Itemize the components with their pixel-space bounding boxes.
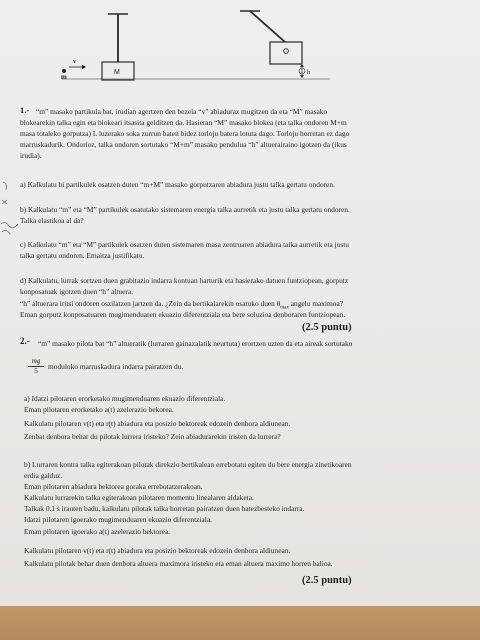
- problem2-b-line-8: Kalkulatu pilotaren v(t) eta r(t) abiadura eta posizio bektoreak edozein denbora aldiunean.: [24, 546, 291, 555]
- problem1-question-b-line-1: b) Kalkulatu “m” eta “M” partikulek osatutako sistemaren energia talka aurretik eta justu talka gertatu ondoren.: [20, 205, 350, 214]
- embedded-particle: [284, 49, 289, 54]
- problem1-intro-line-3: masa totaleko gorputza) L luzerako soka zurrun baten bidez torloju batera lotuta dago. Torloju horretan ez dago: [20, 129, 350, 138]
- fraction-denominator: 5: [34, 367, 38, 375]
- wooden-table: [0, 606, 480, 640]
- problem2-b-line-4: Kalkulatu lurrarekin talka egiterakoan pilotaren momentu linealaren aldaketa.: [24, 493, 254, 502]
- problem1-intro-line-4: marruskadurik. Ondorioz, talka ondoren sortutako “M+m” masako pendulua “h” altuerairaino igotzen da (ikus: [20, 140, 347, 149]
- problem2-b-line-3: Eman pilotaren abiadura bektorea goraka errebotatzerakoan.: [24, 482, 203, 491]
- problem2-a-line-2: Eman pilotaren erorketako a(t) azelerazio bekorea.: [24, 405, 174, 414]
- right-rope: [250, 11, 285, 42]
- problem1-intro-line-5: irudia).: [20, 151, 42, 160]
- problem2-a-line-3: Kalkulatu pilotaren v(t) eta r(t) abiadura eta posizio bektoreak edozein denbora aldiunean.: [24, 419, 291, 428]
- problem2-number: 2.-: [20, 336, 30, 346]
- height-arrow-down: [300, 75, 304, 78]
- label-v: v: [73, 58, 77, 65]
- problem2-b-line-9: Kalkulatu pilotak behar duen denbora altuera maximora iristeko eta eman altuera maximo horren balioa.: [24, 559, 333, 568]
- problem2-b-line-2: erdia galduz.: [24, 471, 63, 480]
- problem1-question-d-line-2: konposatuak igotzen duen “h” altuera.: [20, 287, 134, 296]
- problem2-b-line-1: b) Lurraren kontra talka egiterakoan pilotak direkzio bertikalean errebotatu egiten du bere energia zinetikoaren: [24, 460, 352, 469]
- problem1-number: 1.-: [20, 105, 30, 115]
- problem1-intro-line-1: “m” masako partikula bat, irudian agertzen den bezela “v” abiaduraz mugitzen da eta “M” masako: [36, 107, 328, 116]
- problem2-intro-line-2: moduloko marruskadura indarra pairatzen du.: [48, 362, 184, 371]
- problem1-points: (2.5 puntu): [302, 322, 352, 333]
- problem2-b-line-7: Eman pilotaren igoerako a(t) azelerazio bektorea.: [24, 527, 171, 536]
- problem1-question-d-line-1: d) Kalkulatu, lurrak sortzen duen grabitazio indarra kontuan harturik eta hasierako datuen funtziopean, gorputz: [20, 276, 349, 285]
- velocity-arrowhead: [82, 65, 86, 69]
- problem1-question-a: a) Kalkulatu bi partikulek osatzen duten “m+M” masako gorputzaren abiadura justu talka gertatu ondoren.: [20, 180, 335, 189]
- problem1-question-d-line-3: “h” altuerara iritsi ondoren oszilatzen jartzen da. ¿Zein da bertikalarekin osatuko duen $\theta_{max}$ angelu maximoa?: [20, 299, 344, 311]
- handwritten-margin-marks: [0, 180, 22, 240]
- problem1-intro-line-2: blokearekin talka egin eta blokeari itsasita gelditzen da. Hasieran “M” masako blokea (eta talka ondoren M+m: [20, 118, 347, 127]
- label-M: M: [114, 69, 120, 76]
- problem1-question-d-line-4: Eman gorputz konposatuaren mugimenduaren ekuazio diferentziala eta bere soluzioa denboraren funtziopean.: [20, 310, 346, 319]
- problem1-question-b-line-2: Talka elastikoa al da?: [20, 216, 84, 225]
- problem2-intro-line-1: “m” masako pilota bat “h” altueratik (lurraren gainazalatik neurtuta) erortzen uzten da eta aireak sortutako: [38, 339, 353, 348]
- problem2-a-line-1: a) Idatzi pilotaren erorketako mugimenduaren ekuazio diferentziala.: [24, 394, 226, 403]
- label-m: m: [61, 73, 67, 81]
- fraction-numerator: mg: [28, 357, 44, 367]
- pendulum-figure: [0, 0, 480, 106]
- problem1-question-c-line-2: talka gertatu ondoren. Emaitza justifikatu.: [20, 251, 145, 260]
- problem2-b-line-5: Talkak 0.1 s irauten badu, kalkulatu pilotak talka horretan pairatzen duen batezbesteko indarra.: [24, 504, 305, 513]
- problem1-question-c-line-1: c) Kalkulatu “m” eta “M” partikulek osatzen duten sistemaren masa zentruaren abiadura talka aurretik eta justu: [20, 240, 349, 249]
- problem2-a-line-4: Zenbat denbora behar du pilotak lurrera iristeko? Zein abiadurarekin iristen da lurrera?: [24, 432, 281, 441]
- friction-fraction: [28, 357, 44, 376]
- label-h: h: [307, 69, 311, 76]
- problem2-points: (2.5 puntu): [302, 575, 352, 586]
- problem2-b-line-6: Idatzi pilotaren igoerako mugimenduaren ekuazio diferentziala.: [24, 515, 212, 524]
